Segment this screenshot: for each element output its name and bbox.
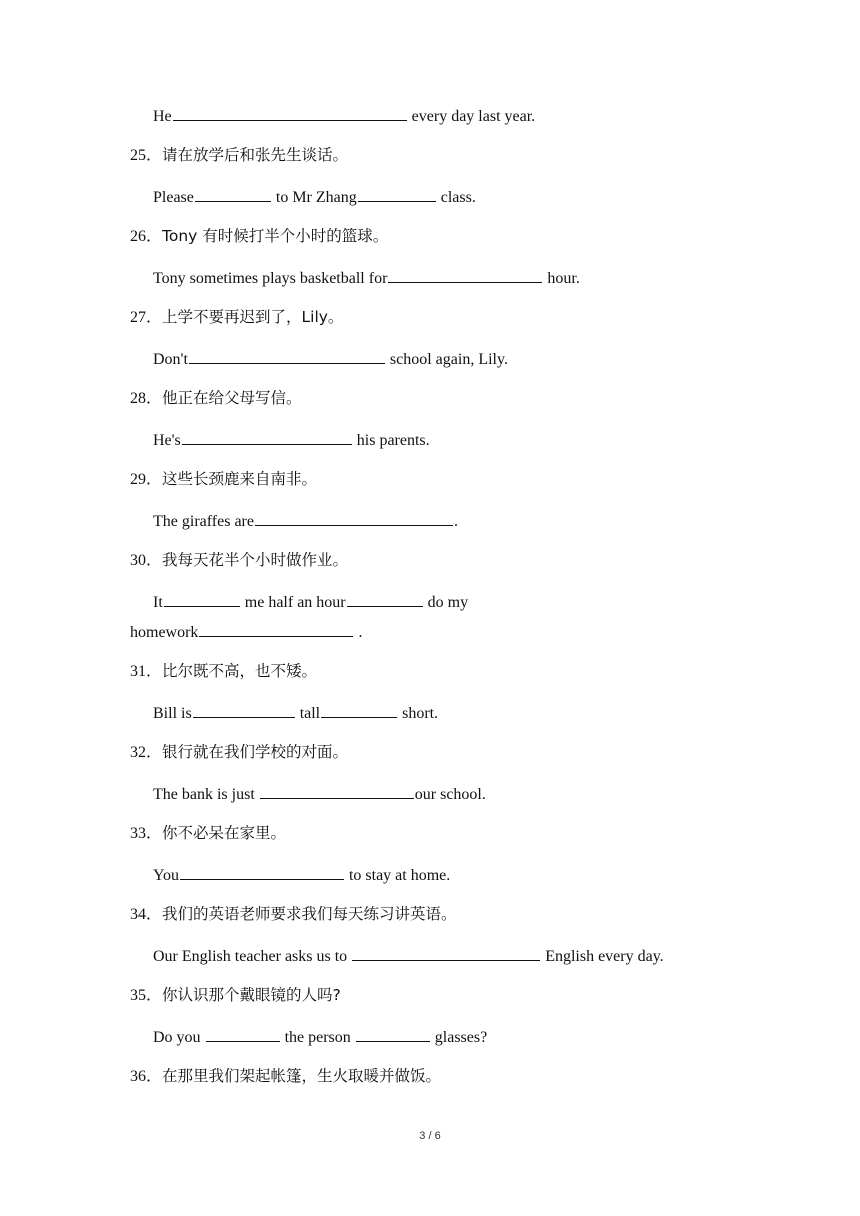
answer-line <box>153 1025 487 1049</box>
answer-text: He <box>153 108 172 125</box>
answer-text: hour. <box>543 270 580 287</box>
answer-line <box>153 509 458 533</box>
answer-text: It <box>153 594 163 611</box>
question-27 <box>130 306 343 329</box>
answer-text: to Mr Zhang <box>271 189 357 206</box>
question-text: 请在放学后和张先生谈话。 <box>162 146 349 164</box>
question-number: 27． <box>130 309 163 326</box>
question-34 <box>130 903 457 926</box>
answer-text: the person <box>280 1029 355 1046</box>
question-number: 35． <box>130 987 163 1004</box>
question-text: Tony 有时候打半个小时的篮球。 <box>162 227 389 245</box>
question-29 <box>130 468 317 491</box>
question-30 <box>130 549 348 572</box>
question-33 <box>130 822 286 845</box>
answer-blank[interactable] <box>388 266 542 283</box>
page-number: 3 / 6 <box>419 1130 441 1142</box>
question-text: 我们的英语老师要求我们每天练习讲英语。 <box>162 905 457 923</box>
answer-text: homework <box>130 624 199 641</box>
question-28 <box>130 387 302 410</box>
answer-line <box>153 266 580 290</box>
answer-line <box>153 782 486 806</box>
answer-text: Please <box>153 189 194 206</box>
answer-line-continued <box>130 620 362 644</box>
answer-line <box>153 185 476 209</box>
question-number: 33． <box>130 825 163 842</box>
answer-text: tall <box>295 705 321 722</box>
answer-blank[interactable] <box>199 620 353 637</box>
answer-blank[interactable] <box>206 1025 280 1042</box>
answer-text: every day last year. <box>407 108 536 125</box>
answer-blank[interactable] <box>358 185 436 202</box>
question-text: 我每天花半个小时做作业。 <box>162 551 349 569</box>
question-number: 26． <box>130 228 163 245</box>
answer-text: Don't <box>153 351 188 368</box>
question-number: 25． <box>130 147 163 164</box>
answer-blank[interactable] <box>356 1025 430 1042</box>
answer-blank[interactable] <box>352 944 540 961</box>
answer-line <box>153 428 430 452</box>
question-number: 30． <box>130 552 163 569</box>
question-number: 34． <box>130 906 163 923</box>
answer-text: . <box>354 624 363 641</box>
answer-blank[interactable] <box>189 347 385 364</box>
question-text: 银行就在我们学校的对面。 <box>162 743 349 761</box>
question-text: 他正在给父母写信。 <box>162 389 302 407</box>
answer-line <box>153 104 535 128</box>
answer-line <box>153 701 438 725</box>
answer-blank[interactable] <box>173 104 407 121</box>
answer-blank[interactable] <box>255 509 453 526</box>
answer-text: school again, Lily. <box>385 351 508 368</box>
answer-blank[interactable] <box>321 701 397 718</box>
answer-text: glasses? <box>430 1029 488 1046</box>
question-26 <box>130 225 388 248</box>
answer-text: Bill is <box>153 705 192 722</box>
answer-text: short. <box>398 705 439 722</box>
answer-text: to stay at home. <box>344 867 451 884</box>
answer-line <box>153 347 508 371</box>
answer-text: . <box>453 513 458 530</box>
answer-line <box>153 590 468 614</box>
question-number: 32． <box>130 744 163 761</box>
answer-blank[interactable] <box>193 701 295 718</box>
answer-blank[interactable] <box>195 185 271 202</box>
question-text: 这些长颈鹿来自南非。 <box>162 470 318 488</box>
question-number: 36． <box>130 1068 163 1085</box>
answer-blank[interactable] <box>347 590 423 607</box>
answer-blank[interactable] <box>180 863 344 880</box>
question-number: 28． <box>130 390 163 407</box>
answer-text: Do you <box>153 1029 205 1046</box>
answer-text: his parents. <box>352 432 430 449</box>
question-31 <box>130 660 317 683</box>
answer-text: do my <box>423 594 469 611</box>
answer-text: Tony sometimes plays basketball for <box>153 270 388 287</box>
question-32 <box>130 741 348 764</box>
answer-blank[interactable] <box>164 590 240 607</box>
question-text: 比尔既不高，也不矮。 <box>162 662 318 680</box>
answer-text: our school. <box>414 786 486 803</box>
answer-line <box>153 944 664 968</box>
answer-text: English every day. <box>541 948 664 965</box>
answer-text: You <box>153 867 179 884</box>
question-number: 31． <box>130 663 163 680</box>
question-text: 你不必呆在家里。 <box>162 824 287 842</box>
question-36 <box>130 1065 441 1088</box>
answer-text: The giraffes are <box>153 513 254 530</box>
question-text: 上学不要再迟到了，Lily。 <box>162 308 344 326</box>
question-text: 你认识那个戴眼镜的人吗? <box>162 986 341 1004</box>
answer-line <box>153 863 450 887</box>
answer-blank[interactable] <box>182 428 352 445</box>
answer-blank[interactable] <box>260 782 414 799</box>
question-number: 29． <box>130 471 163 488</box>
answer-text: class. <box>436 189 476 206</box>
answer-text: me half an hour <box>240 594 346 611</box>
question-text: 在那里我们架起帐篷，生火取暖并做饭。 <box>162 1067 442 1085</box>
question-35 <box>130 984 341 1007</box>
answer-text: Our English teacher asks us to <box>153 948 352 965</box>
answer-text: He's <box>153 432 181 449</box>
answer-text: The bank is just <box>153 786 259 803</box>
question-25 <box>130 144 348 167</box>
